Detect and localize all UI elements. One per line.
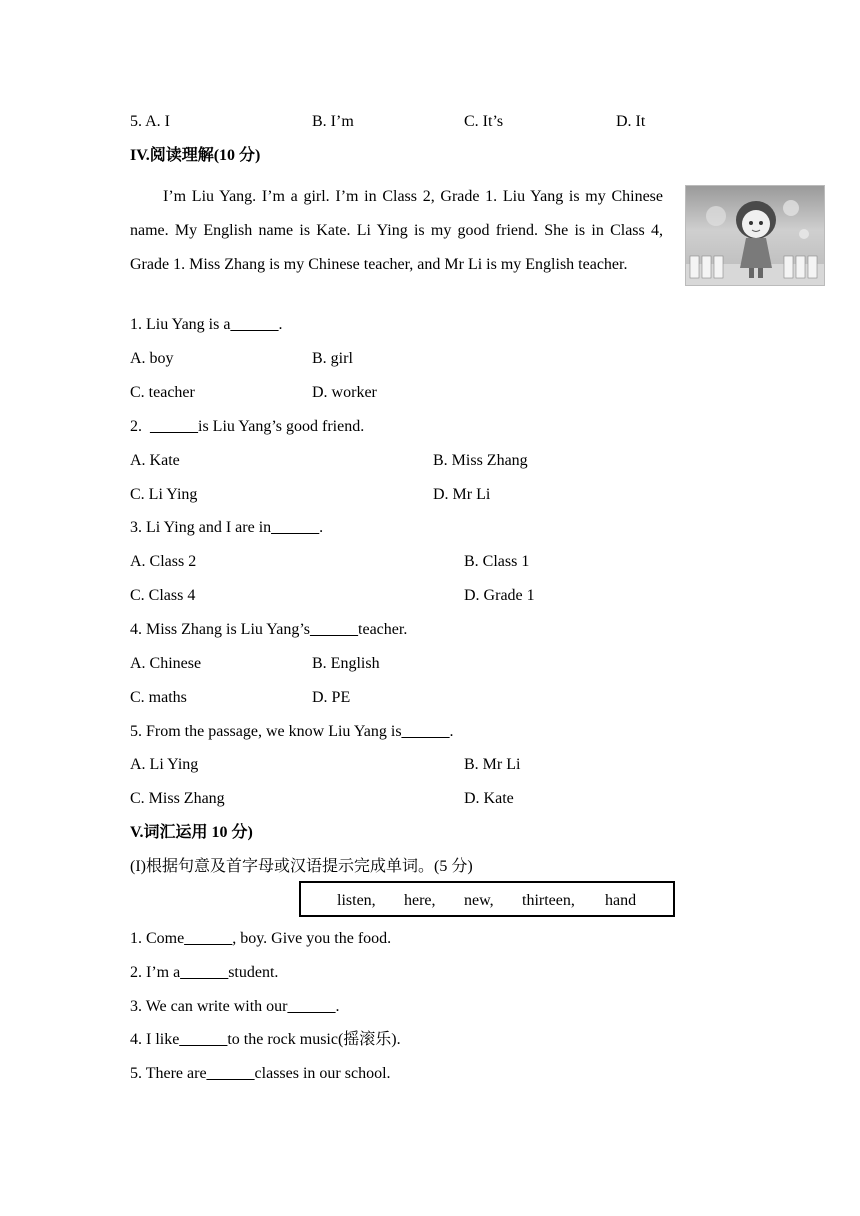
question-2: 2. ______is Liu Yang’s good friend. bbox=[130, 418, 365, 435]
reading-passage: I’m Liu Yang. I’m a girl. I’m in Class 2, Grade 1. Liu Yang is my Chinese name. My English name is Kate. Li Ying is my good friend. She is in Class 4, Grade 1. Miss Zhang is my Chinese teacher, and Mr Li is my English teacher. bbox=[130, 188, 663, 273]
q2-option-d: D. Mr Li bbox=[433, 486, 491, 503]
answer-blank: ______ bbox=[401, 723, 450, 740]
word-bank-item: here, bbox=[404, 892, 436, 909]
q4-option-c: C. maths bbox=[130, 689, 187, 706]
q2-option-b: B. Miss Zhang bbox=[433, 452, 528, 469]
q1-option-a: A. boy bbox=[130, 350, 174, 367]
q4-option-d: D. PE bbox=[312, 689, 351, 706]
q4-option-a: A. Chinese bbox=[130, 655, 202, 672]
answer-blank: ______ bbox=[230, 316, 279, 333]
girl-cartoon-illustration bbox=[685, 185, 825, 286]
part-instruction: (I)根据句意及首字母或汉语提示完成单词。(5 分) bbox=[130, 858, 473, 875]
answer-blank: ______ bbox=[150, 418, 198, 435]
word-bank-item: thirteen, bbox=[522, 892, 575, 909]
section-title: IV.阅读理解(10 分) bbox=[130, 147, 261, 164]
q4-option-b: B. English bbox=[312, 655, 380, 672]
answer-blank: ______ bbox=[287, 998, 336, 1015]
vocab-item-1: 1. Come______, boy. Give you the food. bbox=[130, 930, 392, 947]
option-c: C. It’s bbox=[464, 113, 504, 130]
vocab-item-3: 3. We can write with our______. bbox=[130, 998, 340, 1015]
vocab-item-4: 4. I like______to the rock music(摇滚乐). bbox=[130, 1031, 401, 1048]
q5-option-c: C. Miss Zhang bbox=[130, 790, 225, 807]
question-1: 1. Liu Yang is a______. bbox=[130, 316, 283, 333]
word-bank-item: hand bbox=[605, 892, 637, 909]
q1-option-d: D. worker bbox=[312, 384, 377, 401]
question-4: 4. Miss Zhang is Liu Yang’s______teacher. bbox=[130, 621, 408, 638]
q2-option-c: C. Li Ying bbox=[130, 486, 198, 503]
section-title: V.词汇运用 10 分) bbox=[130, 824, 253, 841]
q5-option-a: A. Li Ying bbox=[130, 756, 199, 773]
answer-blank: ______ bbox=[184, 930, 233, 947]
vocab-item-2: 2. I’m a______student. bbox=[130, 964, 279, 981]
q3-option-b: B. Class 1 bbox=[464, 553, 530, 570]
answer-blank: ______ bbox=[271, 519, 320, 536]
word-bank-box bbox=[299, 881, 675, 917]
vocab-item-5: 5. There are______classes in our school. bbox=[130, 1065, 391, 1082]
word-bank-item: listen, bbox=[337, 892, 376, 909]
question-3: 3. Li Ying and I are in______. bbox=[130, 519, 324, 536]
girl-icon bbox=[686, 186, 824, 285]
option-a: 5. A. I bbox=[130, 113, 170, 130]
word-bank-item: new, bbox=[464, 892, 494, 909]
option-b: B. I’m bbox=[312, 113, 354, 130]
answer-blank: ______ bbox=[206, 1065, 255, 1082]
q3-option-d: D. Grade 1 bbox=[464, 587, 535, 604]
q3-option-c: C. Class 4 bbox=[130, 587, 196, 604]
q1-option-b: B. girl bbox=[312, 350, 353, 367]
answer-blank: ______ bbox=[179, 1031, 228, 1048]
q5-option-b: B. Mr Li bbox=[464, 756, 521, 773]
q3-option-a: A. Class 2 bbox=[130, 553, 197, 570]
q1-option-c: C. teacher bbox=[130, 384, 195, 401]
q5-option-d: D. Kate bbox=[464, 790, 514, 807]
question-5: 5. From the passage, we know Liu Yang is______. bbox=[130, 723, 454, 740]
answer-blank: ______ bbox=[180, 964, 229, 981]
answer-blank: ______ bbox=[310, 621, 359, 638]
q2-option-a: A. Kate bbox=[130, 452, 180, 469]
option-d: D. It bbox=[616, 113, 646, 130]
